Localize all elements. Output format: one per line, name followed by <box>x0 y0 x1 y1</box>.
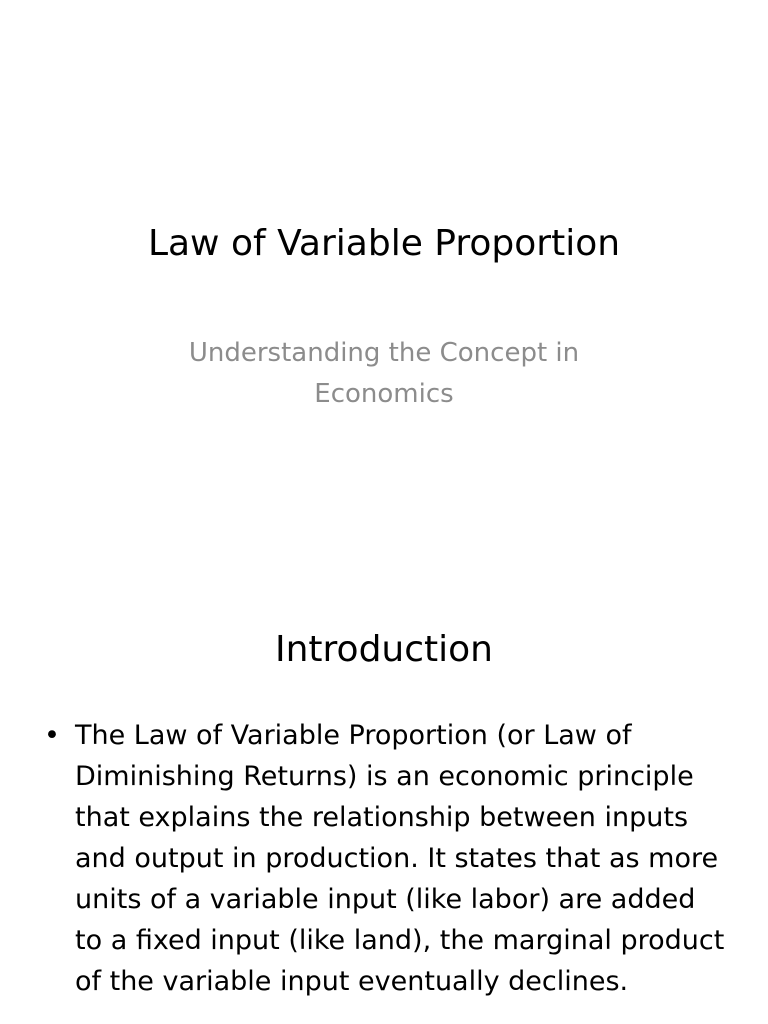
introduction-slide <box>0 576 768 1024</box>
bullet-list <box>40 715 730 1002</box>
bullet-item <box>40 715 730 1002</box>
bullet-text: The Law of Variable Proportion (or Law of Diminishing Returns) is an economic principle that explains the relationship between inputs and output in production. It states that as more units of a variable input (like labor) are added to a fixed input (like land), the marginal product of the variable input eventually declines. <box>75 720 725 997</box>
slide-subtitle: Understanding the Concept in Economics <box>188 338 580 409</box>
bullet-icon: • <box>44 720 60 751</box>
slide-title: Law of Variable Proportion <box>147 223 621 264</box>
slide-heading: Introduction <box>274 629 493 670</box>
